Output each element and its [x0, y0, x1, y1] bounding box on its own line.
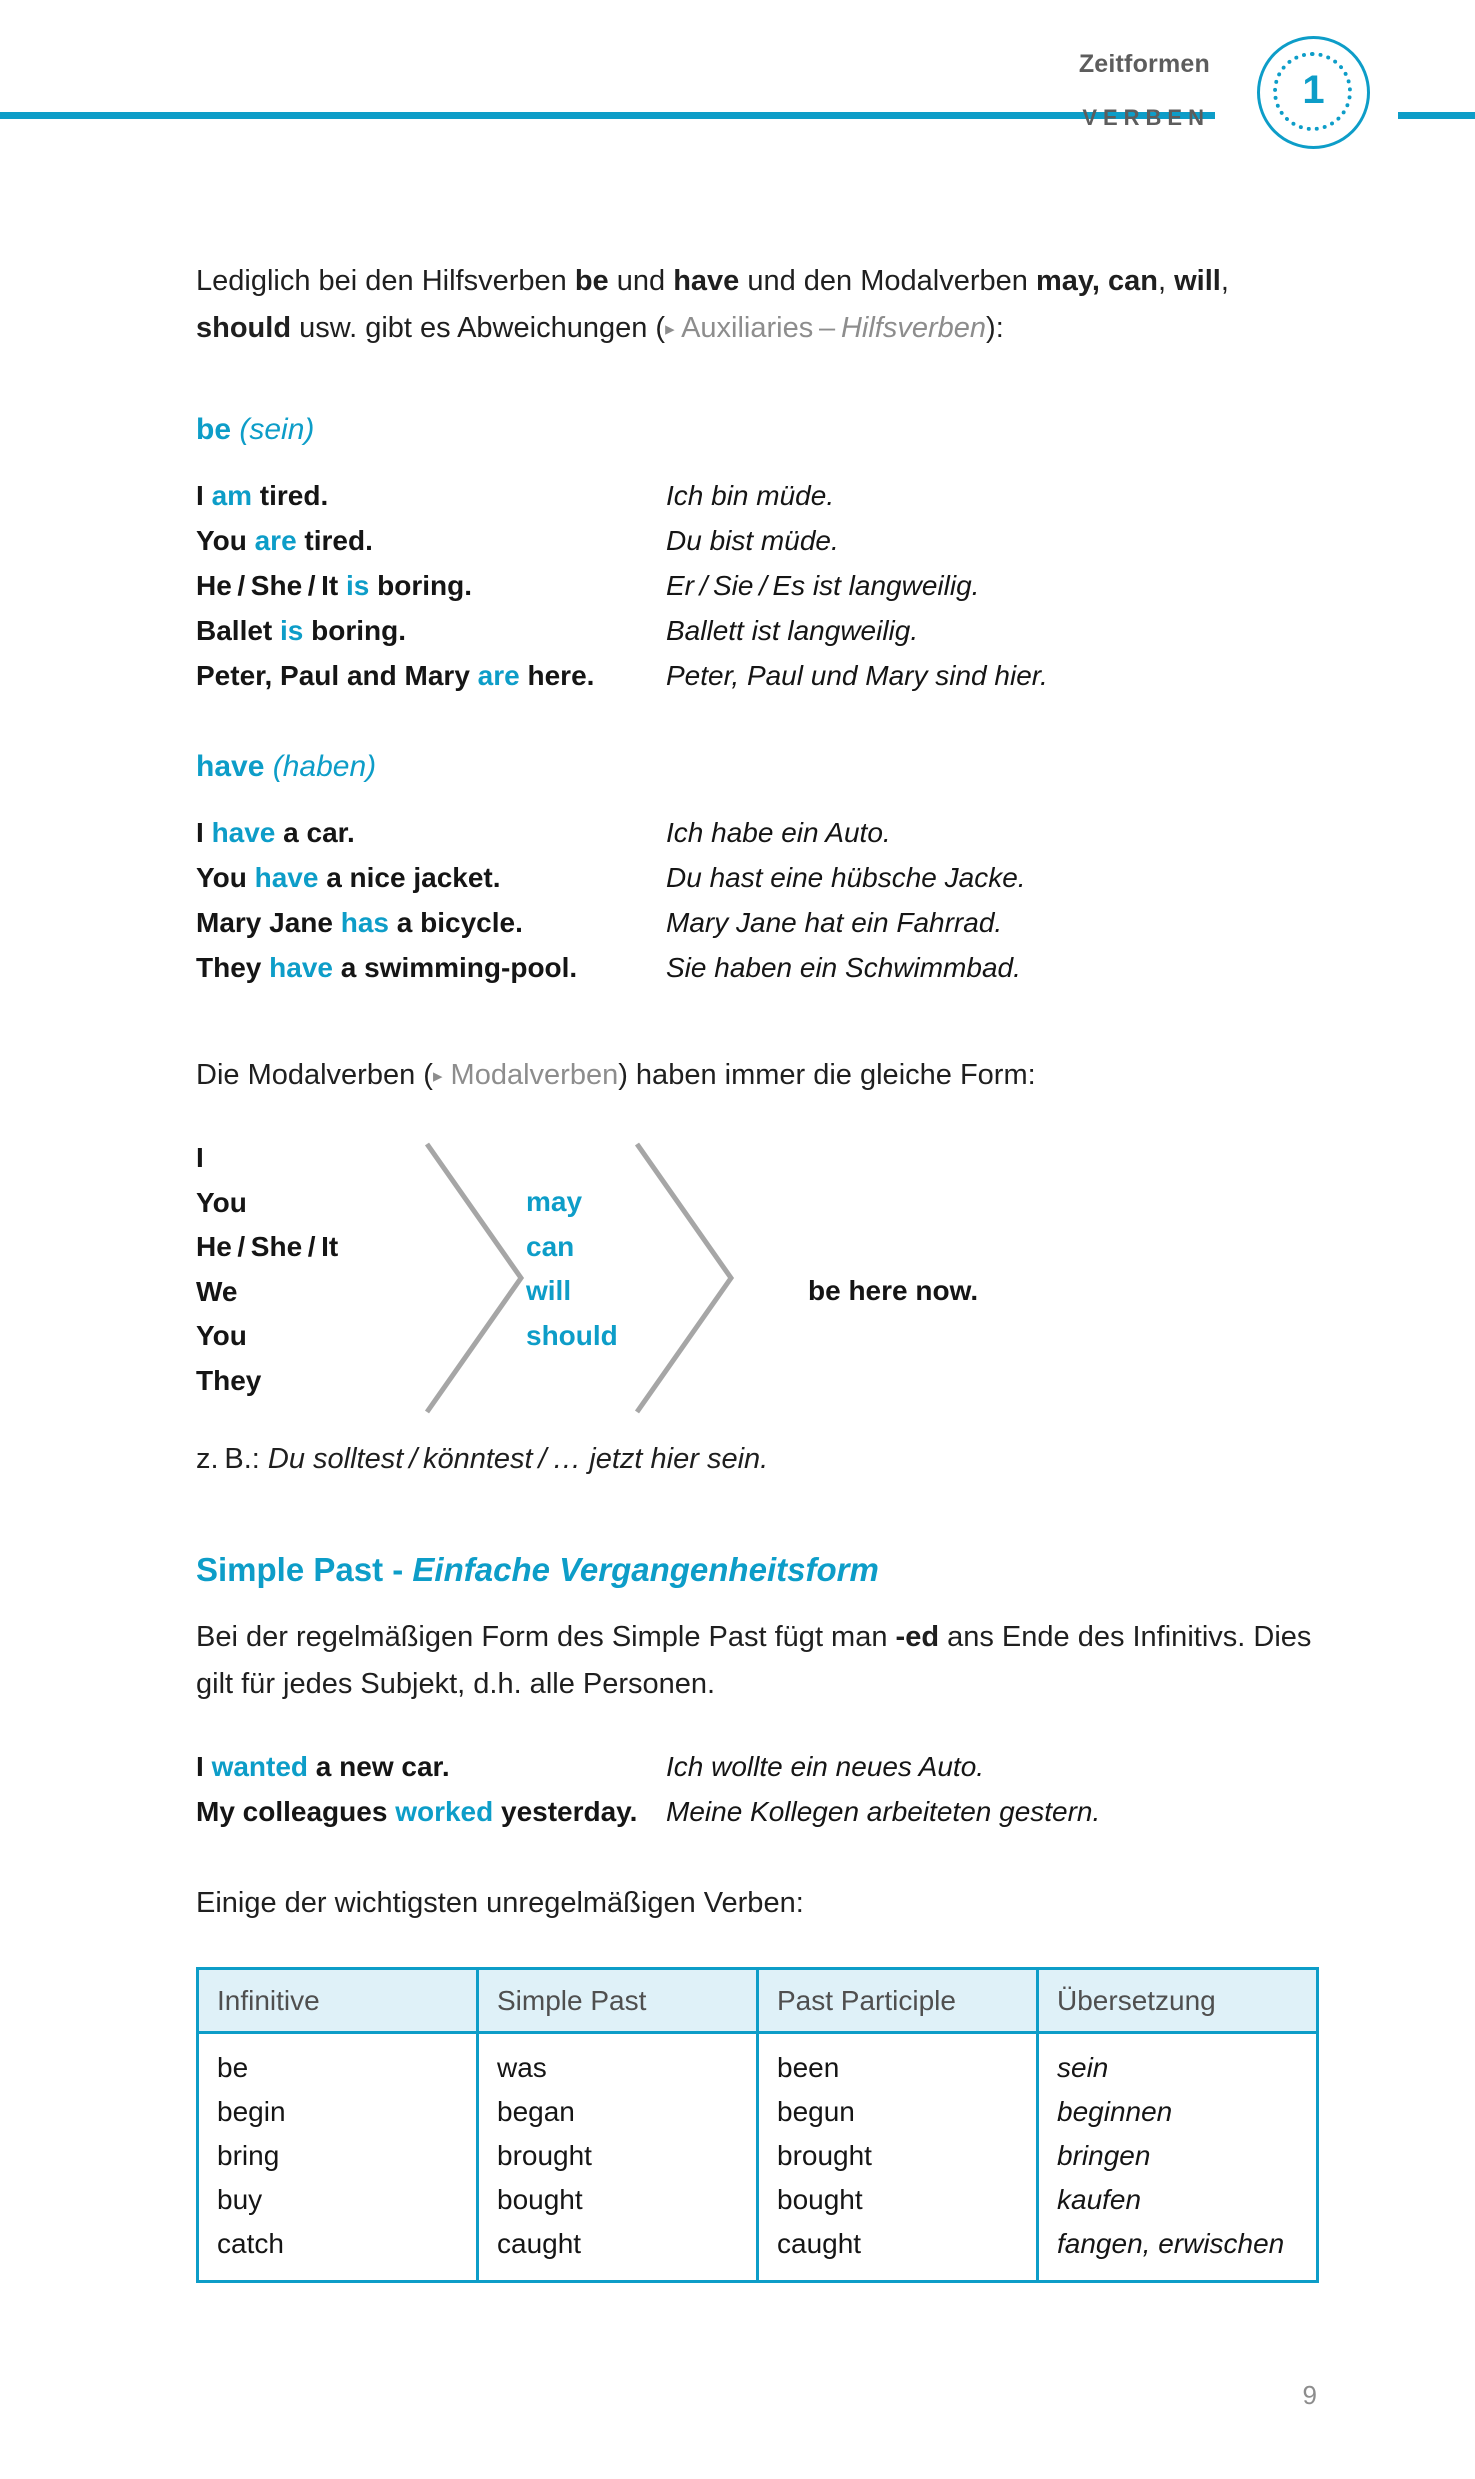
- table-header-row: [198, 1969, 1318, 2033]
- heading-have-de: (haben): [272, 750, 377, 783]
- cell-line: buy: [217, 2184, 263, 2215]
- cell-line: bringen: [1057, 2140, 1151, 2171]
- cell-line: catch: [217, 2228, 284, 2259]
- heading-have-en: have: [196, 750, 265, 783]
- example-en-post: a new car.: [308, 1751, 450, 1782]
- example-en-pre: He / She / It: [196, 570, 347, 601]
- example-en: [196, 900, 666, 945]
- heading-have: [196, 752, 1316, 782]
- heading-be-de: (sein): [239, 413, 315, 446]
- example-de: Ballett ist langweilig.: [666, 615, 919, 646]
- example-en-verb: are: [477, 660, 520, 691]
- list-item: You: [196, 1320, 247, 1351]
- example-en-pre: Mary Jane: [196, 907, 341, 938]
- intro-bold-may: may,: [1035, 265, 1100, 297]
- modal-tail-phrase: be here now.: [808, 1275, 979, 1306]
- cell-line: was: [497, 2052, 547, 2083]
- simple-past-text-2: ans Ende des Infinitivs. Dies gilt für jedes Subjekt, d.h. alle Personen.: [196, 1621, 1312, 1700]
- intro-text-6: ,: [1220, 265, 1229, 297]
- table-row: [196, 900, 1316, 945]
- example-de: Du bist müde.: [666, 525, 839, 556]
- example-en: [196, 810, 666, 855]
- example-de: Peter, Paul und Mary sind hier.: [666, 660, 1048, 691]
- cell-line: bought: [497, 2184, 583, 2215]
- page-content: [196, 258, 1316, 2283]
- example-en: [196, 473, 666, 518]
- example-de: Meine Kollegen arbeiteten gestern.: [666, 1796, 1101, 1827]
- heading-be: [196, 415, 1316, 445]
- example-en-verb: are: [254, 525, 297, 556]
- intro-text-1: Lediglich bei den Hilfsverben: [196, 265, 575, 297]
- example-de: Mary Jane hat ein Fahrrad.: [666, 907, 1003, 938]
- list-item: should: [526, 1319, 618, 1351]
- example-en-pre: I: [196, 1751, 212, 1782]
- intro-paragraph: [196, 258, 1316, 353]
- example-de: Er / Sie / Es ist langweilig.: [666, 570, 980, 601]
- example-en-pre: Ballet: [196, 615, 281, 646]
- page-number: 9: [1302, 2380, 1317, 2410]
- list-item: will: [526, 1275, 572, 1306]
- chapter-badge: [1257, 36, 1370, 149]
- cell-translation: [1038, 2033, 1318, 2282]
- list-item: I: [196, 1142, 204, 1173]
- simple-past-text-1: Bei der regelmäßigen Form des Simple Past fügt man: [196, 1621, 896, 1653]
- triangle-right-icon: ▸: [665, 319, 675, 340]
- example-en: [196, 1744, 666, 1789]
- intro-text-8: ):: [986, 312, 1004, 344]
- modal-example-italic: Du solltest / könntest / … jetzt hier sein.: [267, 1443, 769, 1475]
- modal-example-line: [196, 1436, 1316, 1483]
- example-en-post: a swimming-pool.: [332, 952, 578, 983]
- cell-line: brought: [777, 2140, 872, 2171]
- cell-line: caught: [777, 2228, 862, 2259]
- cell-infinitive: [198, 2033, 478, 2282]
- example-en-pre: They: [196, 952, 270, 983]
- modal-intro-text-2: ) haben immer die gleiche Form:: [618, 1059, 1036, 1091]
- cell-line: beginnen: [1057, 2096, 1173, 2127]
- header-kicker: Zeitformen: [1078, 50, 1210, 78]
- intro-text-7: usw. gibt es Abweichungen (: [291, 312, 666, 344]
- list-item: You: [196, 1186, 247, 1218]
- chevron-right-shape-1: [421, 1138, 531, 1418]
- example-en-pre: You: [196, 862, 255, 893]
- table-row: [198, 2033, 1318, 2282]
- chapter-number: 1: [1302, 67, 1325, 112]
- example-en-pre: My colleagues: [196, 1796, 396, 1827]
- cell-line: been: [777, 2052, 840, 2083]
- page-header: [0, 0, 1475, 190]
- column-header-simple-past: Simple Past: [478, 1969, 758, 2033]
- table-row: [196, 563, 1316, 608]
- modal-verb-column: [526, 1180, 618, 1358]
- cell-line: begun: [777, 2096, 855, 2127]
- irregular-verbs-intro: Einige der wichtigsten unregelmäßigen Verben:: [196, 1887, 804, 1919]
- example-en-verb: have: [211, 817, 276, 848]
- table-row: [196, 810, 1316, 855]
- list-item: We: [196, 1275, 238, 1307]
- cross-reference-label-italic: Hilfsverben: [840, 312, 987, 344]
- modal-example-prefix: z. B.:: [196, 1443, 268, 1475]
- cell-line: be: [217, 2052, 249, 2083]
- cell-line: began: [497, 2096, 575, 2127]
- cell-line: begin: [217, 2096, 286, 2127]
- intro-bold-will: will: [1174, 265, 1221, 297]
- example-en-post: a bicycle.: [389, 907, 523, 938]
- table-row: [196, 608, 1316, 653]
- cell-line: sein: [1057, 2052, 1109, 2083]
- example-en: [196, 1789, 666, 1834]
- cross-reference-auxiliaries[interactable]: [665, 312, 986, 344]
- example-en-post: a nice jacket.: [318, 862, 501, 893]
- table-row: [196, 855, 1316, 900]
- header-text-group: [610, 52, 1210, 129]
- example-de: Du hast eine hübsche Jacke.: [666, 862, 1026, 893]
- example-de: Sie haben ein Schwimmbad.: [666, 952, 1021, 983]
- intro-bold-can: can: [1107, 265, 1158, 297]
- cell-line: bought: [777, 2184, 863, 2215]
- cell-line: brought: [497, 2140, 592, 2171]
- intro-bold-be: be: [574, 265, 609, 297]
- intro-text-2: und: [608, 265, 674, 297]
- list-item: They: [196, 1364, 262, 1396]
- cross-reference-modalverben[interactable]: [433, 1059, 618, 1091]
- table-row: [196, 1744, 1316, 1789]
- example-de: Ich bin müde.: [666, 480, 835, 511]
- intro-bold-have: have: [673, 265, 740, 297]
- column-header-past-participle: Past Participle: [758, 1969, 1038, 2033]
- example-en: [196, 563, 666, 608]
- example-en-verb: have: [269, 952, 333, 983]
- triangle-right-icon: ▸: [432, 1066, 443, 1087]
- irregular-verbs-table: [196, 1967, 1319, 2283]
- intro-text-3: und den Modalverben: [739, 265, 1036, 297]
- intro-text-4: [1100, 265, 1108, 297]
- cell-line: bring: [217, 2140, 280, 2171]
- example-en-pre: I: [196, 480, 212, 511]
- header-rule-right: [1398, 112, 1475, 119]
- table-row: [196, 653, 1316, 698]
- be-examples-table: [196, 473, 1316, 698]
- example-en-post: tired.: [252, 480, 329, 511]
- table-row: [196, 473, 1316, 518]
- example-en-verb: is: [346, 570, 370, 601]
- example-en-post: tired.: [296, 525, 373, 556]
- example-de: Ich habe ein Auto.: [666, 817, 891, 848]
- cross-reference-label: Auxiliaries –: [674, 312, 841, 344]
- cross-reference-label: Modalverben: [442, 1059, 619, 1091]
- column-header-infinitive: Infinitive: [198, 1969, 478, 2033]
- simple-past-examples-table: [196, 1744, 1316, 1834]
- example-en-post: yesterday.: [493, 1796, 638, 1827]
- example-en-post: a car.: [275, 817, 355, 848]
- example-en: [196, 518, 666, 563]
- list-item: He / She / It: [196, 1231, 339, 1262]
- example-en-pre: Peter, Paul and Mary: [196, 660, 478, 691]
- table-row: [196, 945, 1316, 990]
- example-en: [196, 855, 666, 900]
- cell-line: kaufen: [1057, 2184, 1142, 2215]
- cell-line: caught: [497, 2228, 582, 2259]
- simple-past-bold-ed: -ed: [895, 1621, 940, 1653]
- example-en-verb: wanted: [211, 1751, 309, 1782]
- cell-simple-past: [478, 2033, 758, 2282]
- modal-pronoun-column: [196, 1136, 338, 1403]
- heading-be-en: be: [196, 413, 232, 446]
- heading-simple-past: [196, 1553, 1316, 1586]
- intro-text-5: ,: [1157, 265, 1175, 297]
- header-section-label: VERBEN: [1082, 105, 1210, 130]
- modal-intro-paragraph: [196, 1052, 1316, 1100]
- cell-line: fangen, erwischen: [1057, 2228, 1285, 2259]
- example-en-pre: You: [196, 525, 255, 556]
- example-de: Ich wollte ein neues Auto.: [666, 1751, 985, 1782]
- example-en-verb: has: [340, 907, 389, 938]
- cell-past-participle: [758, 2033, 1038, 2282]
- example-en-verb: is: [280, 615, 304, 646]
- list-item: can: [526, 1230, 575, 1262]
- example-en-verb: worked: [395, 1796, 494, 1827]
- intro-bold-should: should: [196, 312, 292, 344]
- modal-verbs-diagram: [196, 1136, 1316, 1436]
- example-en-post: here.: [519, 660, 595, 691]
- example-en-post: boring.: [369, 570, 473, 601]
- heading-simple-past-de: Einfache Vergangenheitsform: [412, 1551, 879, 1588]
- example-en-post: boring.: [303, 615, 407, 646]
- table-row: [196, 1789, 1316, 1834]
- have-examples-table: [196, 810, 1316, 990]
- example-en-pre: I: [196, 817, 212, 848]
- table-row: [196, 518, 1316, 563]
- example-en: [196, 653, 666, 698]
- modal-intro-text-1: Die Modalverben (: [196, 1059, 433, 1091]
- example-en: [196, 945, 666, 990]
- heading-simple-past-en: Simple Past -: [196, 1551, 413, 1588]
- chevron-right-shape-2: [631, 1138, 741, 1418]
- list-item: may: [526, 1186, 583, 1217]
- simple-past-paragraph: [196, 1614, 1316, 1708]
- column-header-translation: Übersetzung: [1038, 1969, 1318, 2033]
- example-en-verb: am: [211, 480, 253, 511]
- example-en: [196, 608, 666, 653]
- example-en-verb: have: [254, 862, 319, 893]
